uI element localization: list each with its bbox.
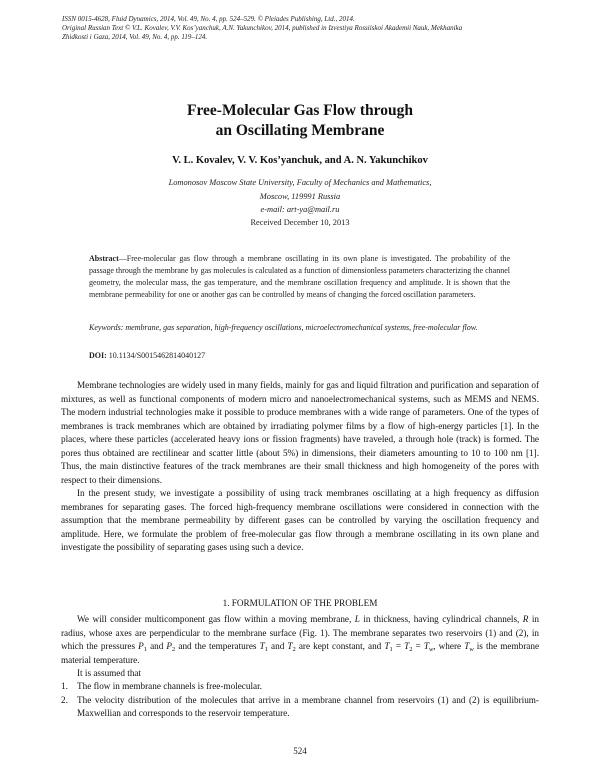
title-line-1: Free-Molecular Gas Flow through [186, 102, 413, 119]
title-line-2: an Oscillating Membrane [215, 121, 385, 139]
section-heading: 1. FORMULATION OF THE PROBLEM [222, 598, 378, 608]
list-item [61, 694, 539, 721]
paper-title [0, 101, 600, 140]
affiliation-email: e-mail: art-ya@mail.ru [260, 205, 340, 214]
abstract-label: Abstract [89, 254, 119, 263]
abstract [89, 253, 510, 301]
assumption-intro: It is assumed that [77, 668, 142, 678]
received-date: Received December 10, 2013 [250, 218, 350, 227]
affiliation-line-1: Lomonosov Moscow State University, Faculty of Mechanics and Mathematics, [168, 178, 432, 187]
header-line-1: ISSN 0015-4628, Fluid Dynamics, 2014, Vol. 49, No. 4, pp. 524–529. © Pleiades Publishing, Ltd., 2014. [62, 15, 355, 23]
authors: V. L. Kovalev, V. V. Kos’yanchuk, and A. N. Yakunchikov [172, 155, 428, 166]
header-line-2: Original Russian Text © V.L. Kovalev, V.V. Kos’yanchuk, A.N. Yakunchikov, 2014, published in Izvestiya Rossiiskoi Akademii Nauk, Mekhanika [62, 24, 463, 33]
list-item-number: 2. [61, 694, 68, 705]
affiliation-line-2: Moscow, 119991 Russia [259, 191, 341, 201]
section-1-paragraph: We will consider multicomponent gas flow within a moving membrane, L in thickness, having cylindrical channels, R in radius, whose axes are perpendicular to the membrane surface (Fig. 1). The membrane separates two reservoirs (1) and (2), in which the pressures $P_1$ and $P_2$ and the temperatures $T_1$ and $T_2$ are kept constant, and $T_1 = T_2 = T_w$, where $T_w$ is the membrane material temperature. [61, 614, 540, 665]
keywords: Keywords: membrane, gas separation, high-frequency oscillations, microelectromechanical systems, free-molecular flow. [89, 323, 478, 332]
doi [89, 351, 510, 360]
affiliation [0, 176, 600, 217]
intro-paragraph-2: In the present study, we investigate a possibility of using track membranes oscillating at a high frequency as diffusion membranes for separating gases. The forced high-frequency membrane oscillations were considered in connection with the assumption that the membrane permeability by different gases can be controlled by varying the oscillation frequency and amplitude. Here, we formulate the problem of free-molecular gas flow through a membrane oscillating in its own plane and investigate the possibility of separating gases using such a device. [61, 488, 539, 552]
intro-paragraph-1: Membrane technologies are widely used in many fields, mainly for gas and liquid filtration and purification and separation of mixtures, as well as functional components of modern micro and nanoelectromechanical systems, such as MEMS and NEMS. The modern industrial technologies make it possible to produce membranes with a wide range of parameters. One of the types of membranes is track membranes which are obtained by irradiating polymer films by a flow of high-energy particles [1]. In the places, where these particles (accelerated heavy ions or fission fragments) have traveled, a through hole (track) is formed. The pores thus obtained are rectilinear and scatter little (about 5%) in dimensions, their diameters amounting to 10 to 100 nm [1]. Thus, the main distinctive features of the track membranes are their small thickness and high homogeneity of the pores with respect to their dimensions. [61, 380, 539, 485]
header-line-3: Zhidkosti i Gaza, 2014, Vol. 49, No. 4, pp. 119–124. [62, 33, 208, 42]
abstract-text: —Free-molecular gas flow through a membrane oscillating in its own plane is investigated. The probability of the passage through the membrane by gas molecules is calculated as a function of dimensionless parameters characterizing the channel geometry, the molecular mass, the gas temperature, and the membrane oscillation frequency and amplitude. It is shown that the membrane permeability for one or another gas can be controlled by means of changing the forced oscillation parameters. [89, 254, 510, 300]
section-1-body [61, 613, 539, 681]
doi-value: 10.1134/S0015462814040127 [108, 351, 206, 360]
list-item-text: The flow in membrane channels is free-molecular. [77, 681, 262, 691]
page-number: 524 [293, 746, 307, 756]
list-item-number: 1. [61, 681, 68, 691]
introduction [61, 379, 539, 555]
journal-header [62, 15, 542, 43]
doi-label: DOI: [89, 351, 107, 360]
assumption-list [61, 680, 539, 721]
list-item-text: The velocity distribution of the molecules that arrive in a membrane channel from reservoirs (1) and (2) is equilibrium-Maxwellian and corresponds to the reservoir temperature. [77, 694, 539, 718]
list-item [61, 680, 539, 694]
